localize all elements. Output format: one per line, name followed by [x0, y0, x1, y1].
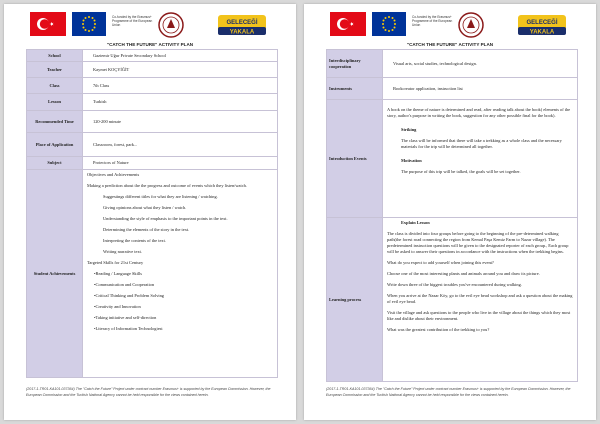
footer-disclaimer: (2017-1-TR01-KA101-037364) The "Catch the Future" Project under contract number Erasmus+ is supported by the European Commission. However, the European Commission and the Turkish National Agency cannot be held responsible for the views contained herein. — [326, 387, 571, 397]
eu-flag-icon — [372, 12, 406, 36]
achievements-heading: Objectives and Achievements — [87, 172, 140, 177]
list-item: •Creativity and Innovation — [94, 304, 141, 309]
row-value: Gaziemir Uğur Private Secondary School — [83, 50, 278, 62]
cofunded-text: Co-funded by the Erasmus+ Programme of the European Union — [412, 15, 453, 27]
row-label: Instruments — [327, 78, 383, 100]
yakala-logo-icon — [514, 12, 570, 38]
list-item: Understanding the style of emphasis to the important points in the text. — [103, 216, 228, 221]
achievements-label: Student Achievements — [27, 170, 83, 378]
list-item: •Critical Thinking and Problem Solving — [94, 293, 164, 298]
eu-flag-icon — [72, 12, 106, 36]
school-seal-icon — [458, 12, 484, 38]
table-row — [27, 157, 278, 170]
motivation-heading: Motivation — [401, 158, 422, 163]
table-row — [327, 78, 578, 100]
row-label: Teacher — [27, 62, 83, 78]
question-item: What was the greatest contribution of the trekking to you? — [387, 327, 490, 332]
row-value: Visual arts, social studies, technological design. — [383, 50, 578, 78]
cofunded-text: Co-funded by the Erasmus+ Programme of the European Union — [112, 15, 153, 27]
list-item: •Literacy of Information Technologiest — [94, 326, 163, 331]
plan-table-left — [26, 49, 278, 378]
explain-heading: Explain Lesson — [401, 220, 430, 225]
achievements-cell — [83, 170, 278, 378]
table-row — [27, 111, 278, 133]
intro-paragraph: A book on the theme of nature is determined and read, after reading talk about the book( elements of the story, author's purpose in writing the book, suggestion for any other possible final for the book). — [387, 107, 571, 118]
skills-heading: Targeted Skills for 21st Century — [87, 260, 144, 265]
list-item: Suggestings different titles for what they are listening / watching. — [103, 194, 218, 199]
list-item: •Taking initiative and self-direction — [94, 315, 157, 320]
question-item: Write down three of the biggest troubles you've encountered during walking. — [387, 282, 522, 287]
svg-text:GELECEĞİ: GELECEĞİ — [526, 20, 558, 26]
striking-text: The class will be informed that there will take a trekking as a whole class and the necessary materials for the trip will be determined all together. — [401, 138, 562, 149]
row-value: Bookcreator application, instruction list — [383, 78, 578, 100]
table-row — [327, 218, 578, 382]
question-item: Visit the village and ask questions to the people who live in the village about the things which they most like and dislike about their environment. — [387, 310, 571, 321]
achievements-intro: Making a prediction about the the progress and outcome of events which they listen/watch. — [87, 183, 247, 188]
intro-events-cell — [383, 100, 578, 218]
table-row — [327, 50, 578, 78]
intro-events-label: Introduction Events — [327, 100, 383, 218]
row-label: Recommended Time — [27, 111, 83, 133]
table-row — [27, 133, 278, 157]
svg-text:GELECEĞİ: GELECEĞİ — [226, 20, 258, 26]
yakala-logo-icon — [214, 12, 270, 38]
svg-text:YAKALA: YAKALA — [529, 29, 555, 36]
page-title: "CATCH THE FUTURE" ACTIVITY PLAN — [106, 42, 194, 47]
table-row — [27, 94, 278, 111]
table-row — [27, 62, 278, 78]
turkey-flag-icon — [330, 12, 366, 36]
list-item: Writing narrative text. — [103, 249, 142, 254]
list-item: Giving opinions about what they listen / watch. — [103, 205, 187, 210]
page-right — [304, 4, 596, 420]
row-label: Interdisciplinary cooperation — [327, 50, 383, 78]
logo-strip — [326, 10, 574, 40]
learning-label: Learning process — [327, 218, 383, 382]
row-label: Subject — [27, 157, 83, 170]
row-value: Kaymet KOÇYİĞİT — [83, 62, 278, 78]
plan-table-right — [326, 49, 578, 382]
striking-heading: Striking — [401, 127, 417, 132]
table-row — [327, 100, 578, 218]
list-item: Determining the elements of the story in the text. — [103, 227, 190, 232]
question-item: When you arrive at the Nazar Köy, go to the evil eye bead workshop and ask a question about the making of evil eye bead. — [387, 293, 573, 304]
page-left — [4, 4, 296, 420]
footer-disclaimer: (2017-1-TR01-KA101-037364) The "Catch the Future" Project under contract number Erasmus+ is supported by the European Commission. However, the European Commission and the Turkish National Agency cannot be held responsible for the views contained herein. — [26, 387, 271, 397]
row-label: Lesson — [27, 94, 83, 111]
turkey-flag-icon — [30, 12, 66, 36]
row-value: Protectors of Nature — [83, 157, 278, 170]
row-value: 120-200 minute — [83, 111, 278, 133]
row-value: 7th Class — [83, 78, 278, 94]
row-label: School — [27, 50, 83, 62]
row-label: Class — [27, 78, 83, 94]
learning-cell — [383, 218, 578, 382]
row-value: Turkish — [83, 94, 278, 111]
row-value: Classroom, forest, park... — [83, 133, 278, 157]
svg-text:YAKALA: YAKALA — [229, 29, 255, 36]
list-item: •Reading / Language Skills — [94, 271, 142, 276]
logo-strip — [26, 10, 274, 40]
question-item: Choose one of the most interesting plants and animals around you and draw its picture. — [387, 271, 540, 276]
table-row — [27, 78, 278, 94]
school-seal-icon — [158, 12, 184, 38]
question-item: What do you expect to add yourself when joining this event? — [387, 260, 494, 265]
row-label: Place of Application — [27, 133, 83, 157]
table-row — [27, 170, 278, 378]
motivation-text: The purpose of this trip will be talked, the goals will be set together. — [401, 169, 521, 174]
list-item: •Communication and Cooperation — [94, 282, 155, 287]
learning-paragraph: The class is divided into four groups before going to the beginning of the pre-determined walking path(the forest road connecting the region from Kemal Paşa Kemiz Farm to Nazar village). The predetermined instruction questions will be given to the designated reporter of each group., Each group will be asked to answer their questions in accordance with the instructions when the trekking begins. — [387, 231, 569, 254]
table-row — [27, 50, 278, 62]
list-item: Interpreting the contents of the text. — [103, 238, 166, 243]
page-title: "CATCH THE FUTURE" ACTIVITY PLAN — [406, 42, 494, 47]
